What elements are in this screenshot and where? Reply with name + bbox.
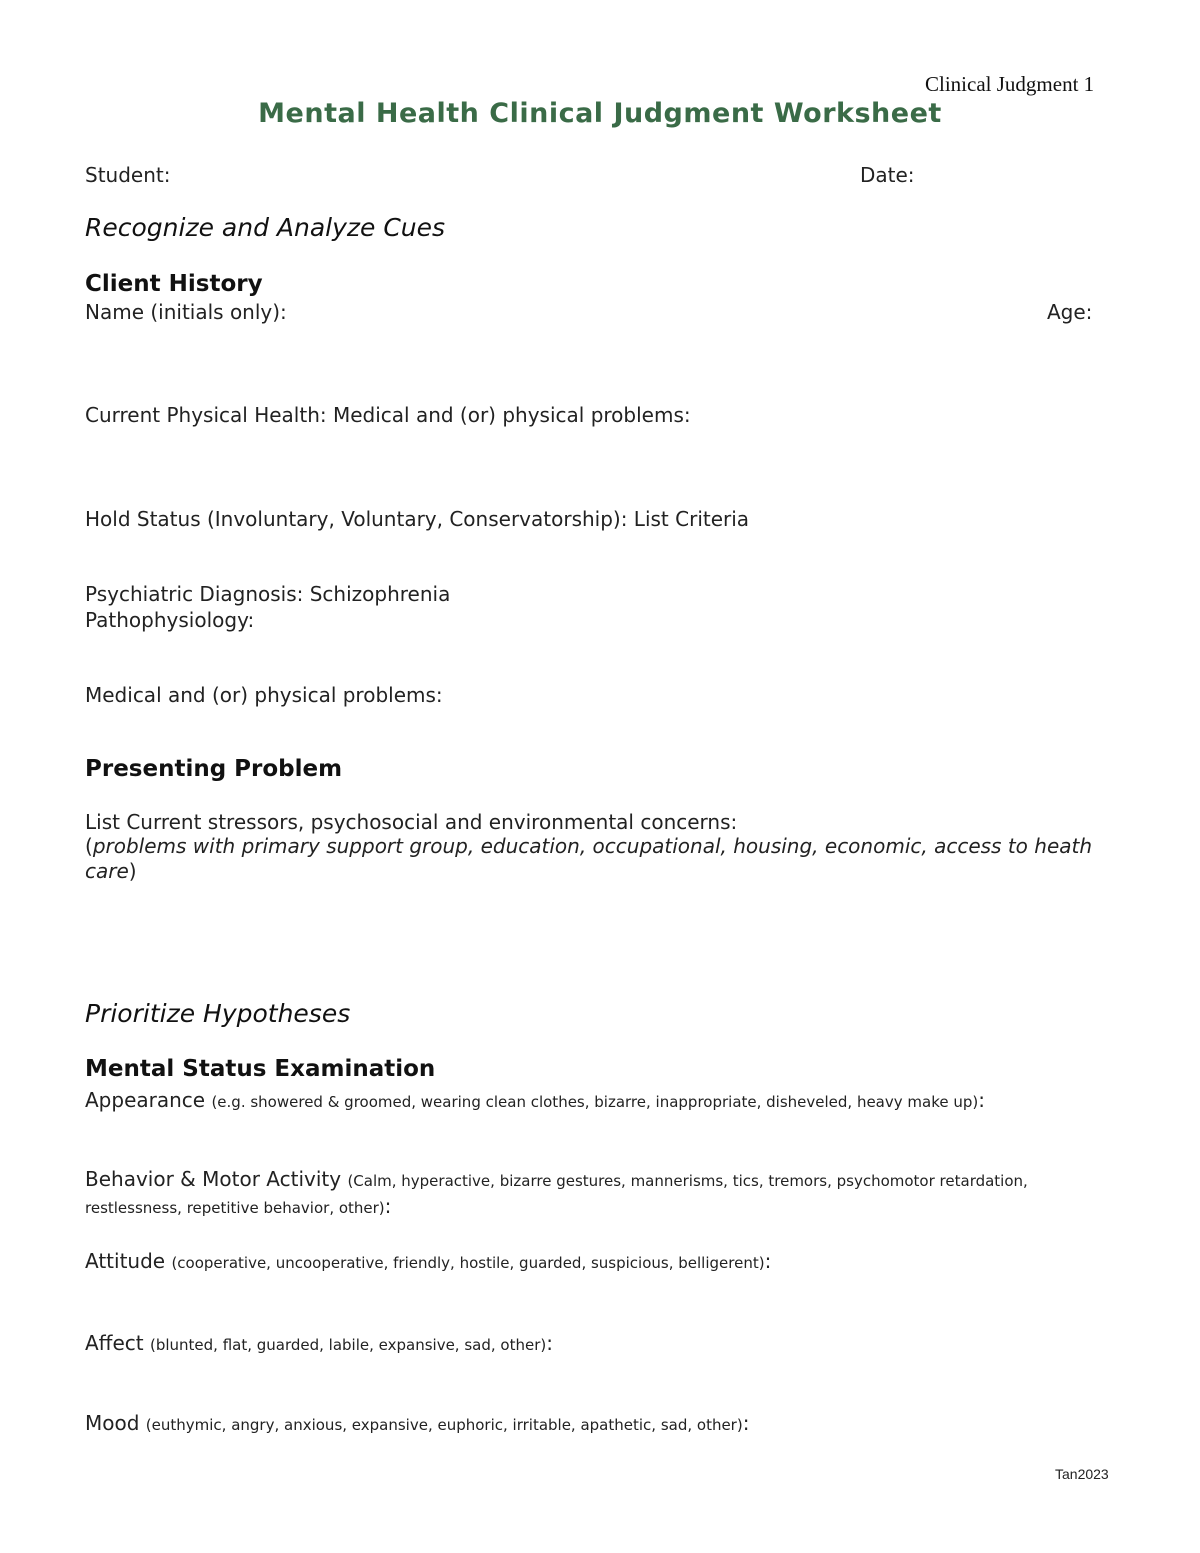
affect-label: Affect [85,1331,144,1355]
footer-label: Tan2023 [1055,1466,1109,1482]
attitude-colon: : [764,1249,772,1273]
appearance-row [85,1088,985,1112]
attitude-label: Attitude [85,1249,166,1273]
affect-row [85,1331,553,1355]
behavior-label: Behavior & Motor Activity [85,1167,342,1191]
presenting-problem-heading: Presenting Problem [85,756,343,782]
mood-colon: : [742,1411,750,1435]
appearance-hint: (e.g. showered & groomed, wearing clean clothes, bizarre, inappropriate, disheveled, heavy make up) [211,1093,979,1111]
mood-label: Mood [85,1411,140,1435]
mse-heading: Mental Status Examination [85,1056,436,1082]
behavior-colon: : [384,1194,392,1218]
stressors-examples [85,834,1115,884]
attitude-hint: (cooperative, uncooperative, friendly, hostile, guarded, suspicious, belligerent) [171,1254,765,1272]
open-paren: ( [85,834,93,858]
appearance-label: Appearance [85,1088,206,1112]
affect-hint: (blunted, flat, guarded, labile, expansive, sad, other) [149,1336,547,1354]
date-label: Date: [860,163,915,187]
student-label: Student: [85,163,171,187]
mood-row [85,1411,749,1435]
page-header-label: Clinical Judgment 1 [925,72,1095,96]
attitude-row [85,1249,771,1273]
affect-colon: : [546,1331,553,1355]
worksheet-title: Mental Health Clinical Judgment Worksheet [258,98,942,129]
hold-status-label: Hold Status (Involuntary, Voluntary, Conservatorship): List Criteria [85,507,750,531]
appearance-colon: : [978,1088,985,1112]
age-label: Age: [1047,300,1093,324]
stressors-label: List Current stressors, psychosocial and environmental concerns: [85,810,738,834]
pathophysiology-label: Pathophysiology: [85,608,255,632]
section-recognize-heading: Recognize and Analyze Cues [85,213,446,242]
stressor-examples-text: problems with primary support group, education, occupational, housing, economic, access to heath care [85,834,1093,883]
close-paren: ) [128,859,137,883]
behavior-row-continued [85,1194,391,1218]
mood-hint: (euthymic, angry, anxious, expansive, euphoric, irritable, apathetic, sad, other) [145,1416,743,1434]
behavior-hint-line1: (Calm, hyperactive, bizarre gestures, mannerisms, tics, tremors, psychomotor retardation, [347,1172,1028,1190]
physical-health-label: Current Physical Health: Medical and (or) physical problems: [85,403,691,427]
client-history-heading: Client History [85,271,263,297]
section-prioritize-heading: Prioritize Hypotheses [85,999,351,1028]
diagnosis-label: Psychiatric Diagnosis: Schizophrenia [85,582,451,606]
name-label: Name (initials only): [85,300,287,324]
behavior-row [85,1167,1028,1191]
behavior-hint-line2: restlessness, repetitive behavior, other) [85,1199,385,1217]
medical-problems-label: Medical and (or) physical problems: [85,683,443,707]
